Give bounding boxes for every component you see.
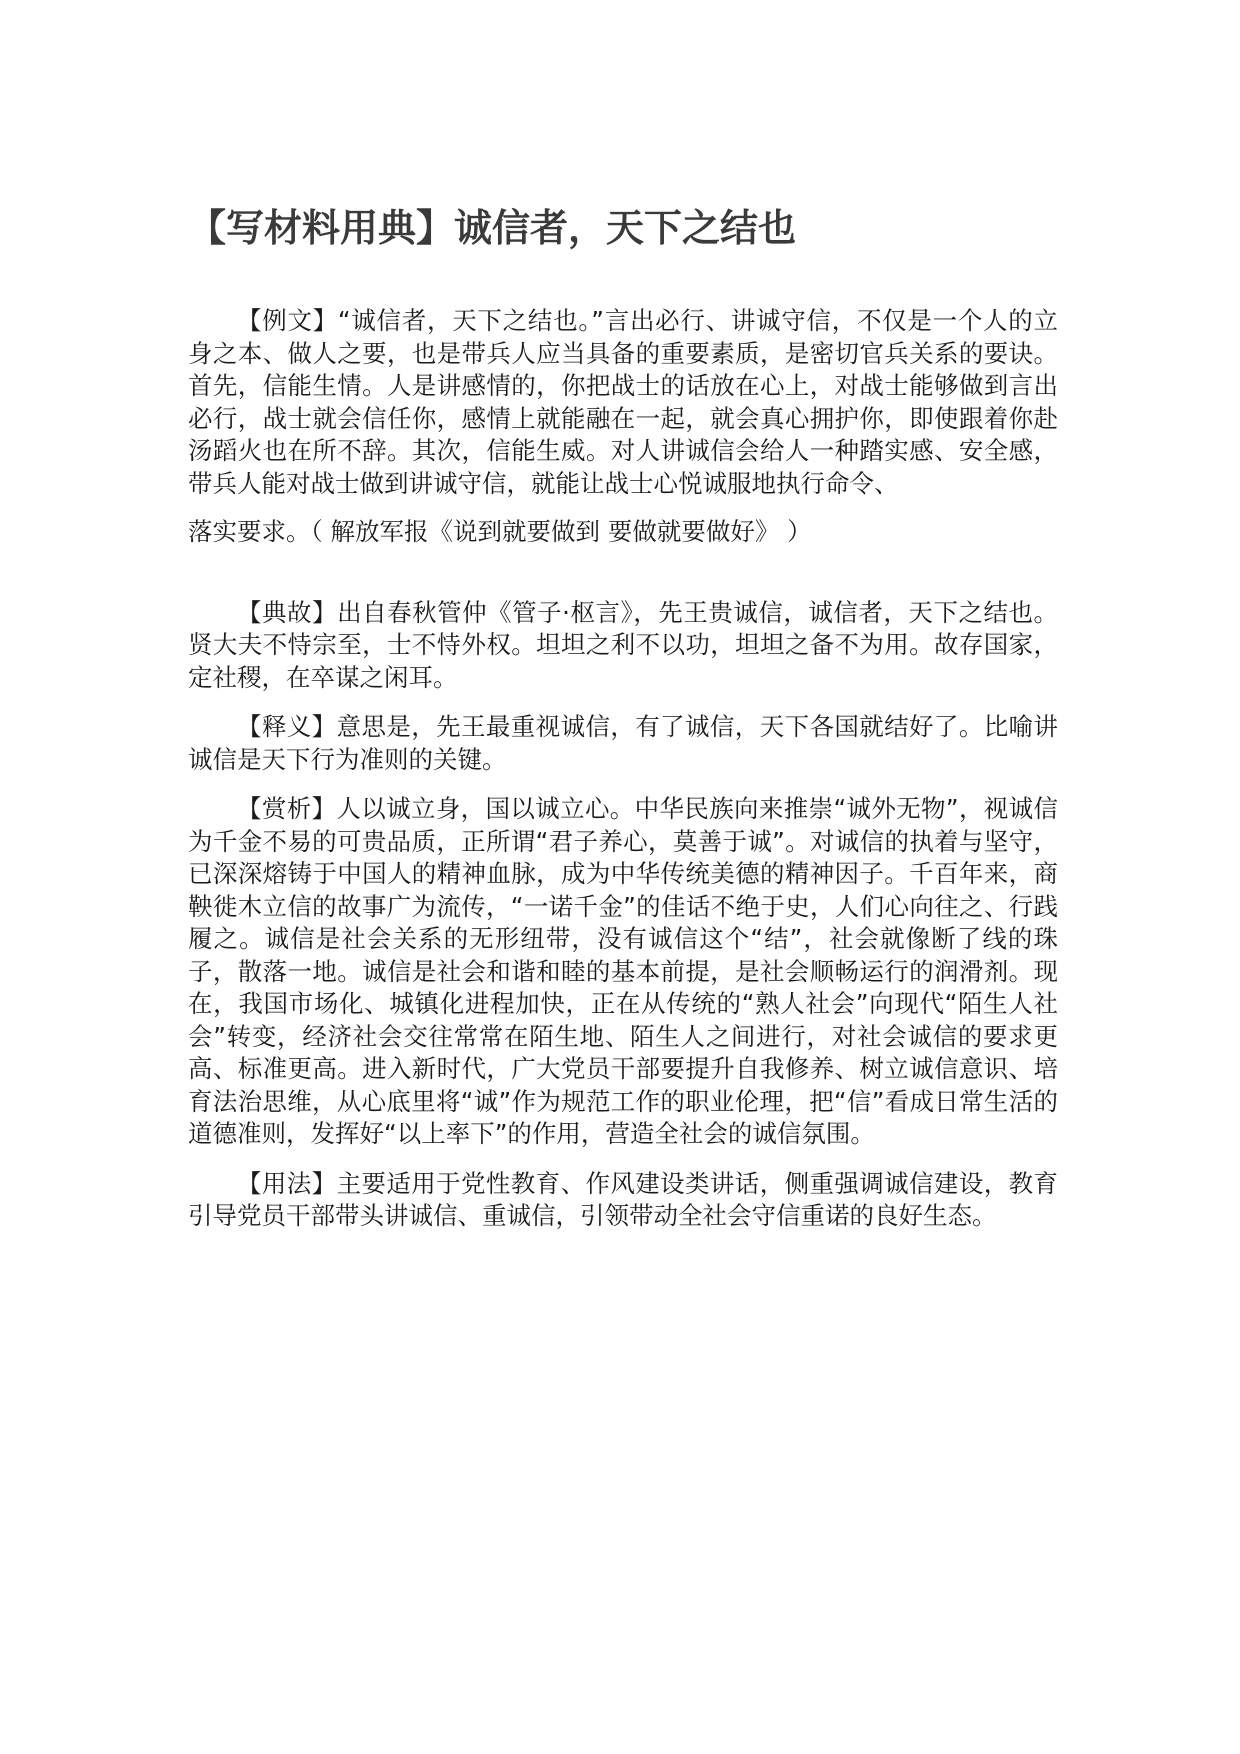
example-label: 【例文】 — [237, 306, 338, 335]
meaning-paragraph — [188, 711, 1058, 776]
allusion-text: 出自春秋管仲《管子·枢言》，先王贵诚信，诚信者，天下之结也。贤大夫不恃宗至，士不恃外权。坦坦之利不以功，坦坦之备不为用。故存国家，定社稷，在卒谋之闲耳。 — [188, 597, 1058, 692]
appreciation-paragraph — [188, 793, 1058, 1151]
document-body — [188, 305, 1058, 1233]
example-source-line: 落实要求。（ 解放军报《说到就要做到 要做就要做好》 ） — [188, 517, 812, 546]
meaning-label: 【释义】 — [237, 712, 337, 741]
allusion-label: 【典故】 — [237, 597, 338, 627]
usage-label: 【用法】 — [237, 1168, 337, 1198]
usage-text: 主要适用于党性教育、作风建设类讲话，侧重强调诚信建设，教育引导党员干部带头讲诚信、重诚信，引领带动全社会守信重诺的良好生态。 — [188, 1168, 1058, 1230]
appreciation-label: 【赏析】 — [237, 794, 337, 823]
meaning-text: 意思是，先王最重视诚信，有了诚信，天下各国就结好了。比喻讲诚信是天下行为准则的关键。 — [188, 712, 1058, 774]
document-title: 【写材料用典】诚信者，天下之结也 — [188, 206, 797, 250]
example-text: “诚信者，天下之结也。”言出必行、讲诚守信，不仅是一个人的立身之本、做人之要，也是带兵人应当具备的重要素质，是密切官兵关系的要诀。首先，信能生情。人是讲感情的，你把战士的话放在心上，对战士能够做到言出必行，战士就会信任你，感情上就能融在一起，就会真心拥护你，即使跟着你赴汤蹈火也在所不辞。其次，信能生威。对人讲诚信会给人一种踏实感、安全感，带兵人能对战士做到讲诚守信，就能让战士心悦诚服地执行命令、 — [188, 306, 1059, 498]
allusion-paragraph — [188, 597, 1058, 695]
example-paragraph — [188, 305, 1058, 500]
usage-paragraph — [188, 1168, 1058, 1233]
appreciation-text: 人以诚立身，国以诚立心。中华民族向来推崇“诚外无物”，视诚信为千金不易的可贵品质，正所谓“君子养心，莫善于诚”。对诚信的执着与坚守，已深深熔铸于中国人的精神血脉，成为中华传统美德的精神因子。千百年来，商鞅徙木立信的故事广为流传，“一诺千金”的佳话不绝于史，人们心向往之、行践履之。诚信是社会关系的无形纽带，没有诚信这个“结”，社会就像断了线的珠子，散落一地。诚信是社会和谐和睦的基本前提，是社会顺畅运行的润滑剂。现在，我国市场化、城镇化进程加快，正在从传统的“熟人社会”向现代“陌生人社会”转变，经济社会交往常常在陌生地、陌生人之间进行，对社会诚信的要求更高、标准更高。进入新时代，广大党员干部要提升自我修养、树立诚信意识、培育法治思维，从心底里将“诚”作为规范工作的职业伦理，把“信”看成日常生活的道德准则，发挥好“以上率下”的作用，营造全社会的诚信氛围。 — [188, 794, 1059, 1148]
